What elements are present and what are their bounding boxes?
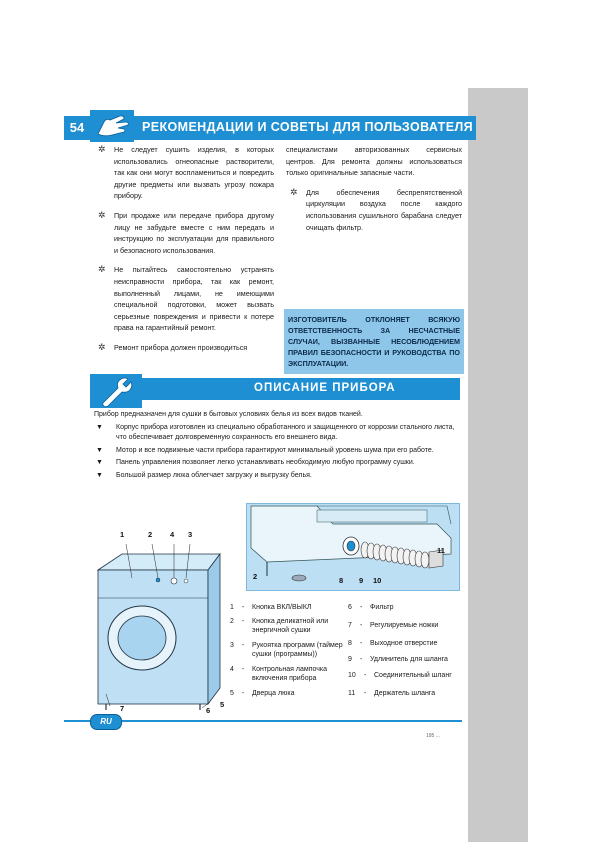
snowflake-bullet-icon: ✲ bbox=[98, 341, 106, 352]
recommendation-item: ✲ Для обеспечения беспрепятственной циркуляции воздуха после каждого использования сушильного барабана следует очищать фильтр. bbox=[290, 186, 462, 232]
legend-item: 3 - Рукоятка программ (таймер bbox=[230, 642, 343, 649]
legend-item: 6 - Фильтр bbox=[348, 604, 394, 611]
section-title-recommendations: РЕКОМЕНДАЦИИ И СОВЕТЫ ДЛЯ ПОЛЬЗОВАТЕЛЯ bbox=[142, 120, 474, 134]
snowflake-bullet-icon: ✲ bbox=[98, 144, 106, 154]
callout-3: 3 bbox=[188, 530, 193, 539]
legend-item: 5 - Дверца люка bbox=[230, 690, 295, 697]
recommendation-item: ✲ При продаже или передаче прибора другому лицу не забудьте вместе с ним передать и инструкцию по эксплуатации для правильного и безопасного использования. bbox=[98, 209, 274, 255]
wrench-icon-box bbox=[90, 374, 142, 408]
manufacturer-warning: ИЗГОТОВИТЕЛЬ ОТКЛОНЯЕТ ВСЯКУЮ ОТВЕТСТВЕННОСТЬ ЗА НЕСЧАСТНЫЕ СЛУЧАИ, ВЫЗВАННЫЕ НЕСОБЛЮДЕНИЕМ ПРАВИЛ БЕЗОПАСНОСТИ И РУКОВОДСТВА ПО ЭКСПЛУАТАЦИИ. bbox=[284, 309, 464, 374]
section-banner-description bbox=[142, 378, 460, 400]
description-bullet: ▼ Большой размер люка облегчает загрузку и выгрузку белья. bbox=[94, 471, 466, 482]
triangle-bullet-icon: ▼ bbox=[96, 423, 103, 431]
section-title-description: ОПИСАНИЕ ПРИБОРА bbox=[254, 382, 396, 394]
triangle-bullet-icon: ▼ bbox=[96, 459, 103, 466]
description-intro: Прибор предназначен для сушки в бытовых условиях белья из всех видов тканей. bbox=[94, 411, 363, 418]
description-bullet: ▼ Мотор и все подвижные части прибора гарантируют минимальный уровень шума при его работе. bbox=[94, 446, 466, 457]
legend-item: 1 - Кнопка ВКЛ/ВЫКЛ bbox=[230, 604, 312, 611]
hand-icon-box bbox=[90, 110, 134, 142]
callout-8: 8 bbox=[339, 576, 344, 585]
wrench-icon bbox=[90, 374, 142, 408]
description-block bbox=[94, 410, 466, 483]
footer-rule bbox=[64, 720, 462, 722]
legend-item-continuation: энергичной сушки bbox=[252, 627, 311, 634]
section-banner-recommendations bbox=[90, 116, 476, 140]
recommendation-continuation: специалистами авторизованных сервисных центров. Для ремонта должны использоваться только оригинальные запасные части. bbox=[286, 145, 462, 178]
dryer-illustration bbox=[90, 526, 240, 716]
legend-item: 8 - Выходное отверстие bbox=[348, 640, 438, 647]
legend-item: 9 - Удлинитель для шланга bbox=[348, 656, 448, 663]
language-badge: RU bbox=[90, 714, 122, 730]
legend-item: 11 - Держатель шланга bbox=[348, 690, 436, 697]
callout-10: 10 bbox=[373, 576, 382, 585]
legend-item: 4 - Контрольная лампочка bbox=[230, 666, 327, 673]
snowflake-bullet-icon: ✲ bbox=[98, 209, 106, 220]
rear-hose-illustration bbox=[247, 504, 459, 590]
rear-hose-figure bbox=[246, 503, 460, 591]
description-bullet: ▼ Панель управления позволяет легко устанавливать необходимую любую программу сушки. bbox=[94, 458, 466, 469]
recommendations-left-column bbox=[94, 144, 274, 362]
recommendation-item: ✲ Не следует сушить изделия, в которых использовались огнеопасные растворители, так как они могут воспламениться и повредить другие предметы или вызвать угрозу пожара прибору. bbox=[98, 144, 274, 201]
footer-code: 195 ... bbox=[426, 733, 440, 739]
legend-item: 10 - Соединительный шланг bbox=[348, 672, 452, 679]
callout-2: 2 bbox=[148, 530, 153, 539]
description-bullet: ▼ Корпус прибора изготовлен из специально обработанного и защищенного от коррозии стального листа, что обеспечивает долговременную сохранность его внешнего вида. bbox=[96, 423, 455, 441]
recommendation-item: ✲ Не пытайтесь самостоятельно устранять неисправности прибора, так как ремонт, выполненный лицами, не имеющими специальной подготовки, может вызвать серьезные повреждения и привести к потере права на гарантийный ремонт. bbox=[98, 264, 274, 333]
snowflake-bullet-icon: ✲ bbox=[98, 264, 106, 275]
recommendations-right-column bbox=[286, 144, 462, 241]
inset-label: 2 bbox=[253, 572, 258, 581]
recommendation-item: ✲ Ремонт прибора должен производиться bbox=[98, 341, 248, 352]
legend-item: 7 - Регулируемые ножки bbox=[348, 622, 439, 629]
legend-item-continuation: включения прибора bbox=[252, 675, 317, 682]
legend-item-continuation: сушки (программы)) bbox=[252, 651, 318, 658]
triangle-bullet-icon: ▼ bbox=[96, 446, 103, 454]
callout-11: 11 bbox=[437, 546, 445, 555]
snowflake-bullet-icon: ✲ bbox=[290, 186, 298, 197]
legend-item: 2 - Кнопка деликатной или bbox=[230, 618, 329, 625]
callout-1: 1 bbox=[120, 530, 125, 539]
callout-5: 5 bbox=[220, 700, 225, 709]
side-strip bbox=[468, 88, 528, 842]
callout-4: 4 bbox=[170, 530, 175, 539]
triangle-bullet-icon: ▼ bbox=[96, 471, 103, 479]
callout-7: 7 bbox=[120, 704, 125, 713]
hand-icon bbox=[90, 110, 134, 142]
callout-9: 9 bbox=[359, 576, 364, 585]
page-number: 54 bbox=[64, 116, 90, 140]
callout-6: 6 bbox=[206, 706, 211, 715]
